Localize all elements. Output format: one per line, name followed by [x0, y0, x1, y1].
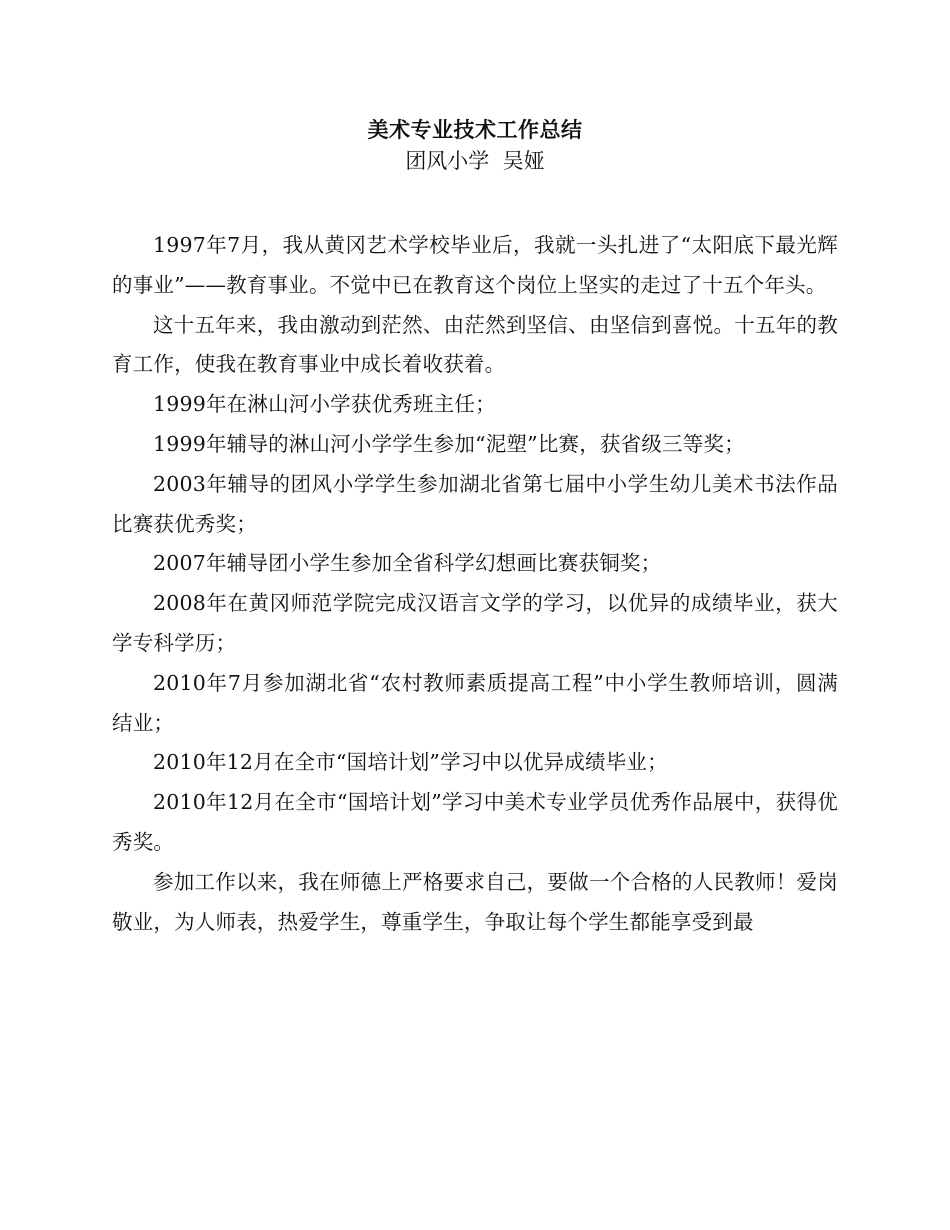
- document-title: 美术专业技术工作总结: [367, 117, 583, 142]
- paragraph-study-2008: 2008年在黄冈师范学院完成汉语言文学的学习，以优异的成绩毕业，获大学专科学历；: [112, 591, 838, 655]
- paragraph-award-1999-clay: 1999年辅导的淋山河小学学生参加“泥塑”比赛，获省级三等奖；: [153, 431, 745, 456]
- paragraph-intro: 1997年7月，我从黄冈艺术学校毕业后，我就一头扎进了“太阳底下最光辉的事业”——教育事业。不觉中已在教育这个岗位上坚实的走过了十五个年头。: [112, 233, 838, 297]
- paragraph-award-2007: 2007年辅导团小学生参加全省科学幻想画比赛获铜奖；: [153, 551, 662, 576]
- paragraph-ethics: 参加工作以来，我在师德上严格要求自己，要做一个合格的人民教师！爱岗敬业，为人师表，热爱学生，尊重学生，争取让每个学生都能享受到最: [112, 869, 838, 934]
- paragraph-guopei-2010-award: 2010年12月在全市“国培计划”学习中美术专业学员优秀作品展中，获得优秀奖。: [112, 790, 838, 854]
- paragraph-fifteen-years: 这十五年来，我由激动到茫然、由茫然到坚信、由坚信到喜悦。十五年的教育工作，使我在教育事业中成长着收获着。: [112, 312, 838, 377]
- document-body: [112, 226, 838, 942]
- author-line: 团风小学 吴娅: [405, 149, 545, 173]
- paragraph-award-2003: 2003年辅导的团风小学学生参加湖北省第七届中小学生幼儿美术书法作品比赛获优秀奖；: [112, 471, 838, 536]
- paragraph-training-2010-july: 2010年7月参加湖北省“农村教师素质提高工程”中小学生教师培训，圆满结业；: [112, 670, 838, 735]
- paragraph-award-1999-teacher: 1999年在淋山河小学获优秀班主任；: [153, 392, 496, 417]
- paragraph-guopei-2010-graduation: 2010年12月在全市“国培计划”学习中以优异成绩毕业；: [153, 750, 668, 775]
